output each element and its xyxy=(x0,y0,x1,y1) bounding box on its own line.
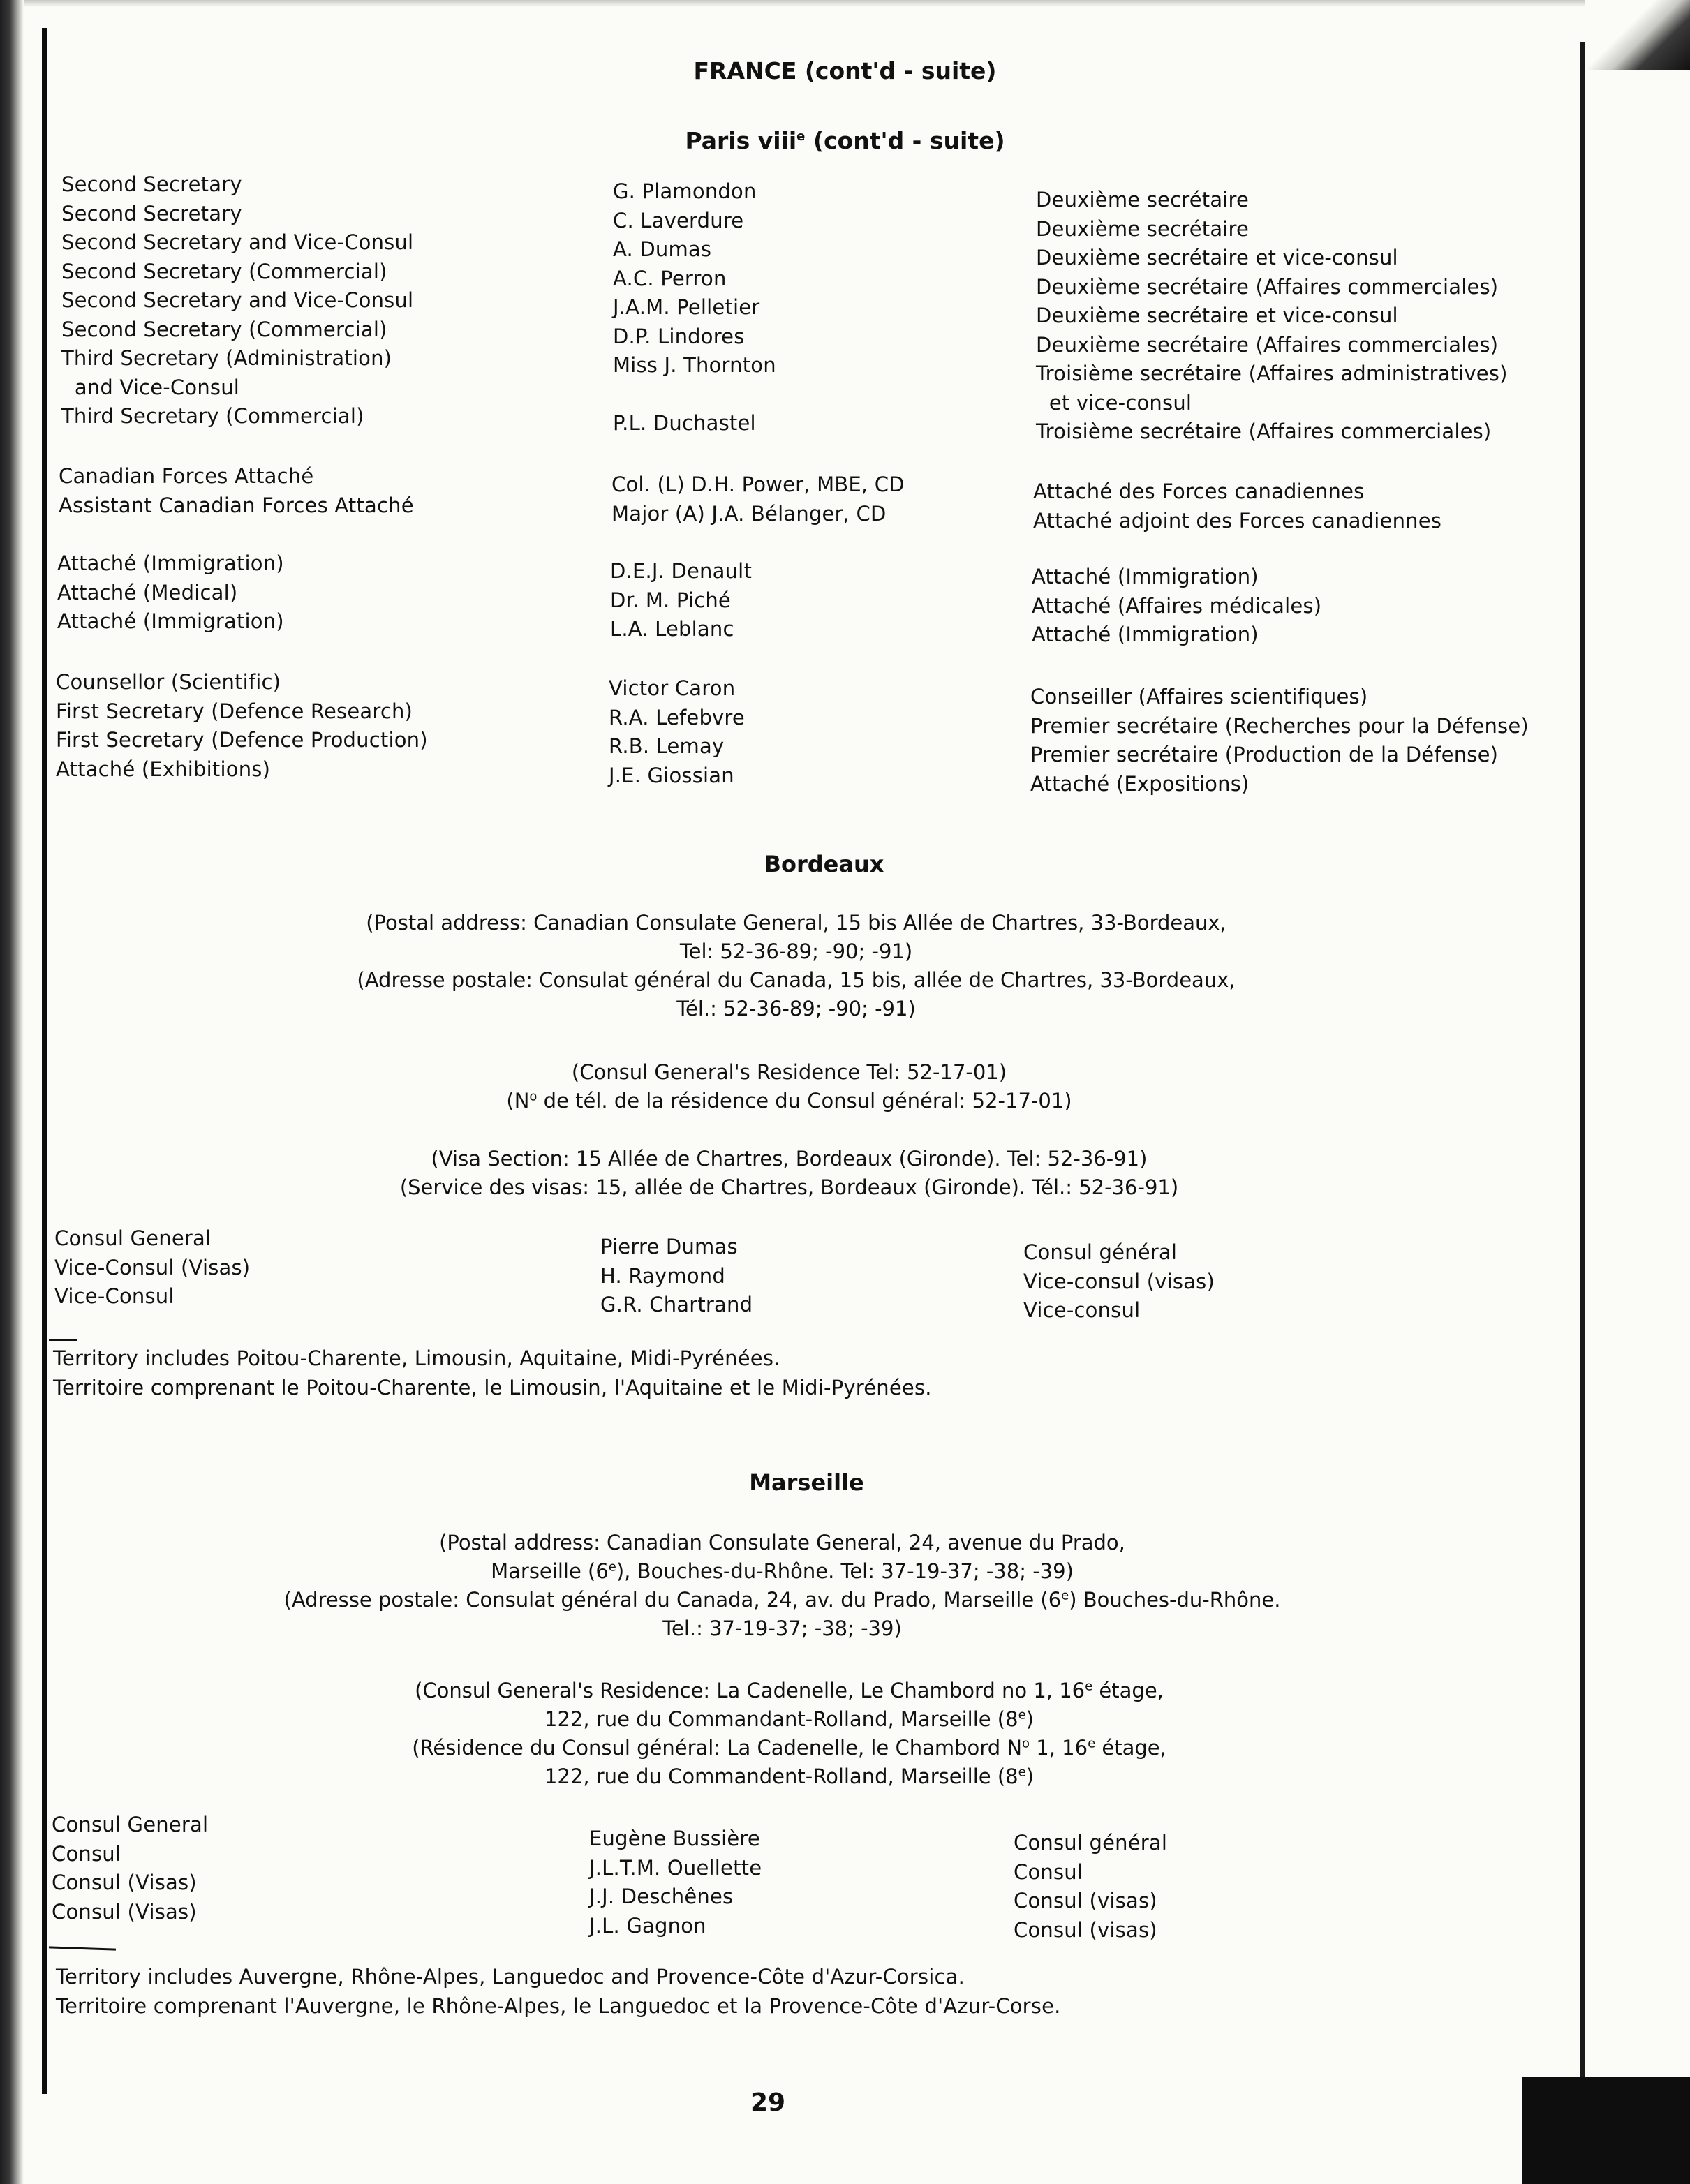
list-item: R.A. Lefebvre xyxy=(609,705,745,729)
marseille-titles-fr xyxy=(1014,1829,1167,1945)
subtitle-sup: e xyxy=(796,129,806,144)
bordeaux-residence xyxy=(0,1058,1634,1115)
list-item: Troisième secrétaire (Affaires commerciales) xyxy=(1036,419,1492,443)
list-item: Miss J. Thornton xyxy=(613,353,776,377)
list-item: Consul général xyxy=(1014,1831,1168,1855)
list-item: et vice-consul xyxy=(1036,390,1192,415)
marseille-territory xyxy=(56,1963,1061,2021)
list-item: Pierre Dumas xyxy=(600,1235,738,1258)
subtitle-prefix: Paris viii xyxy=(685,127,797,154)
residence-no-sup: o xyxy=(529,1089,538,1104)
footnote-rule xyxy=(49,1946,116,1950)
list-item: J.L. Gagnon xyxy=(589,1913,706,1938)
paris-group3-titles-en xyxy=(57,549,284,637)
list-item: A. Dumas xyxy=(613,237,712,261)
residence-text: (Résidence du Consul général: La Cadenelle, le Chambord N xyxy=(412,1736,1023,1760)
list-item: Attaché (Immigration) xyxy=(1032,565,1259,588)
bordeaux-titles-en xyxy=(54,1224,250,1312)
list-item: Consul xyxy=(52,1841,121,1866)
residence-text: 1, 16 xyxy=(1030,1736,1088,1760)
list-item: Attaché des Forces canadiennes xyxy=(1033,480,1365,503)
list-item: Attaché (Medical) xyxy=(57,580,238,604)
paris-group1-titles-fr xyxy=(1036,186,1508,447)
list-item: Consul (visas) xyxy=(1014,1889,1157,1912)
list-item: Second Secretary and Vice-Consul xyxy=(61,288,414,312)
paris-group3-names xyxy=(610,557,752,644)
residence-sup: e xyxy=(1018,1765,1026,1780)
list-item: Deuxième secrétaire xyxy=(1036,188,1250,211)
residence-text: 122, rue du Commandent-Rolland, Marseille (8 xyxy=(544,1765,1018,1788)
paris-group4-titles-en xyxy=(56,668,428,784)
list-item: J.A.M. Pelletier xyxy=(613,295,760,319)
marseille-residence xyxy=(0,1677,1634,1791)
address-text: ) Bouches-du-Rhône. xyxy=(1069,1588,1281,1612)
list-item: and Vice-Consul xyxy=(61,375,240,399)
section-title-marseille xyxy=(0,1467,1652,1498)
scan-top-edge xyxy=(0,0,1690,7)
page-subtitle xyxy=(0,126,1690,156)
bordeaux-title-text: Bordeaux xyxy=(764,851,884,877)
residence-line-text: de tél. de la résidence du Consul général: 52-17-01) xyxy=(543,1089,1072,1113)
paris-group4-titles-fr xyxy=(1030,683,1529,798)
address-line: Tél.: 52-36-89; -90; -91) xyxy=(676,997,916,1020)
list-item: Second Secretary xyxy=(61,172,242,196)
bordeaux-postal-address xyxy=(0,909,1641,1023)
residence-text: ) xyxy=(1025,1765,1035,1788)
residence-sup: e xyxy=(1088,1736,1096,1751)
list-item: First Secretary (Defence Research) xyxy=(56,699,413,723)
residence-line xyxy=(0,1762,1634,1791)
address-sup: e xyxy=(608,1559,616,1575)
visa-line: (Visa Section: 15 Allée de Chartres, Bordeaux (Gironde). Tel: 52-36-91) xyxy=(431,1147,1148,1171)
residence-text: ) xyxy=(1025,1707,1034,1731)
residence-sup: e xyxy=(1018,1707,1026,1723)
list-item: Vice-Consul xyxy=(54,1284,175,1308)
list-item: Troisième secrétaire (Affaires administratives) xyxy=(1036,362,1508,385)
residence-line xyxy=(0,1734,1634,1762)
list-item: Vice-consul (visas) xyxy=(1023,1269,1215,1293)
territory-line: Territoire comprenant l'Auvergne, le Rhône-Alpes, le Languedoc et la Provence-Côte d'Azur-Corse. xyxy=(56,1993,1061,2018)
list-item: Attaché (Affaires médicales) xyxy=(1032,593,1322,618)
list-item: J.E. Giossian xyxy=(609,763,734,787)
list-item: Eugène Bussière xyxy=(589,1827,760,1850)
residence-line xyxy=(0,1705,1634,1734)
paris-group1-titles-en xyxy=(61,170,413,431)
address-line xyxy=(0,1586,1627,1614)
list-item: J.L.T.M. Ouellette xyxy=(589,1855,762,1880)
list-item: Assistant Canadian Forces Attaché xyxy=(59,493,414,517)
residence-text: étage, xyxy=(1092,1679,1164,1702)
marseille-titles-en xyxy=(52,1811,208,1926)
residence-no-prefix: (N xyxy=(506,1089,530,1113)
bordeaux-names xyxy=(600,1233,753,1320)
list-item: P.L. Duchastel xyxy=(613,411,756,435)
list-item: Attaché (Immigration) xyxy=(1032,623,1259,646)
territory-line: Territory includes Poitou-Charente, Limousin, Aquitaine, Midi-Pyrénées. xyxy=(53,1346,780,1370)
list-item: Dr. M. Piché xyxy=(610,588,731,612)
footnote-rule xyxy=(49,1339,77,1341)
list-item: D.P. Lindores xyxy=(613,324,745,348)
paris-group2-titles-en xyxy=(59,462,414,520)
list-item: G.R. Chartrand xyxy=(600,1293,753,1316)
page-title-text: FRANCE (cont'd - suite) xyxy=(693,57,997,84)
list-item: A.C. Perron xyxy=(613,266,727,290)
residence-line xyxy=(0,1087,1634,1115)
address-sup: e xyxy=(1061,1588,1069,1603)
residence-sup: e xyxy=(1085,1679,1093,1694)
list-item: Consul General xyxy=(52,1813,209,1836)
list-item: Attaché (Immigration) xyxy=(57,609,284,633)
marseille-names xyxy=(589,1825,762,1940)
address-line: (Adresse postale: Consulat général du Canada, 15 bis, allée de Chartres, 33-Bordeaux, xyxy=(357,968,1236,992)
list-item: Second Secretary (Commercial) xyxy=(61,259,387,283)
list-item: Vice-consul xyxy=(1023,1298,1141,1322)
residence-line xyxy=(0,1677,1634,1705)
residence-text: étage, xyxy=(1095,1736,1166,1760)
list-item: Conseiller (Affaires scientifiques) xyxy=(1030,685,1368,708)
visa-line: (Service des visas: 15, allée de Chartres, Bordeaux (Gironde). Tél.: 52-36-91) xyxy=(399,1175,1179,1199)
paris-group1-names xyxy=(613,177,776,438)
list-item: Second Secretary xyxy=(61,201,242,225)
paris-group2-names xyxy=(611,470,905,528)
address-line: (Postal address: Canadian Consulate General, 15 bis Allée de Chartres, 33-Bordeaux, xyxy=(366,911,1226,935)
residence-text: (Consul General's Residence: La Cadenelle, Le Chambord no 1, 16 xyxy=(415,1679,1085,1702)
scan-shadow-block xyxy=(1522,2077,1690,2184)
address-line: (Postal address: Canadian Consulate General, 24, avenue du Prado, xyxy=(439,1531,1125,1554)
residence-text: 122, rue du Commandant-Rolland, Marseille (8 xyxy=(544,1707,1018,1731)
list-item: Major (A) J.A. Bélanger, CD xyxy=(611,501,887,526)
list-item: Deuxième secrétaire et vice-consul xyxy=(1036,304,1398,327)
list-item: Consul General xyxy=(54,1226,212,1250)
bordeaux-titles-fr xyxy=(1023,1238,1215,1325)
list-item: H. Raymond xyxy=(600,1263,725,1288)
residence-sup: o xyxy=(1022,1736,1030,1751)
address-text: Marseille (6 xyxy=(491,1559,609,1583)
list-item: Deuxième secrétaire et vice-consul xyxy=(1036,246,1398,269)
page-number: 29 xyxy=(750,2088,786,2117)
list-item: Premier secrétaire (Production de la Défense) xyxy=(1030,743,1499,766)
address-text: (Adresse postale: Consulat général du Canada, 24, av. du Prado, Marseille (6 xyxy=(283,1588,1062,1612)
list-item: Deuxième secrétaire (Affaires commerciales) xyxy=(1036,274,1499,299)
list-item: Second Secretary and Vice-Consul xyxy=(61,230,414,254)
marseille-title-text: Marseille xyxy=(749,1469,864,1496)
marseille-postal-address xyxy=(0,1529,1627,1643)
territory-line: Territoire comprenant le Poitou-Charente, le Limousin, l'Aquitaine et le Midi-Pyrénées. xyxy=(53,1375,932,1399)
list-item: Vice-Consul (Visas) xyxy=(54,1255,251,1279)
address-line: Tel: 52-36-89; -90; -91) xyxy=(679,939,913,963)
address-line xyxy=(0,1557,1627,1586)
list-item: D.E.J. Denault xyxy=(610,559,753,583)
list-item: Canadian Forces Attaché xyxy=(59,464,314,488)
list-item: R.B. Lemay xyxy=(609,734,725,758)
list-item: Consul (Visas) xyxy=(52,1899,197,1924)
list-item: Third Secretary (Administration) xyxy=(61,346,392,370)
subtitle-suffix: (cont'd - suite) xyxy=(805,127,1005,154)
section-title-bordeaux xyxy=(0,849,1669,879)
address-text: ), Bouches-du-Rhône. Tel: 37-19-37; -38; -39) xyxy=(616,1559,1074,1583)
list-item: C. Laverdure xyxy=(613,208,744,232)
list-item: Attaché (Exhibitions) xyxy=(56,757,271,781)
bordeaux-territory xyxy=(53,1344,932,1402)
paris-group3-titles-fr xyxy=(1032,563,1321,650)
list-item: Consul général xyxy=(1023,1240,1178,1264)
list-item: L.A. Leblanc xyxy=(610,617,734,641)
paris-group2-titles-fr xyxy=(1033,477,1441,535)
list-item: Second Secretary (Commercial) xyxy=(61,317,387,341)
list-item: G. Plamondon xyxy=(613,179,757,203)
list-item: Victor Caron xyxy=(609,676,736,700)
list-item: Counsellor (Scientific) xyxy=(56,670,281,694)
list-item: Consul (visas) xyxy=(1014,1917,1157,1942)
list-item: Deuxième secrétaire (Affaires commerciales) xyxy=(1036,332,1499,357)
paris-group4-names xyxy=(609,674,745,790)
list-item: Attaché (Expositions) xyxy=(1030,771,1250,796)
list-item: Attaché adjoint des Forces canadiennes xyxy=(1033,508,1442,533)
list-item xyxy=(613,380,776,410)
bordeaux-visa-section xyxy=(0,1145,1634,1202)
address-line: Tel.: 37-19-37; -38; -39) xyxy=(662,1617,902,1640)
list-item: First Secretary (Defence Production) xyxy=(56,728,428,752)
list-item: J.J. Deschênes xyxy=(589,1885,734,1908)
page-title xyxy=(0,56,1690,87)
list-item: Third Secretary (Commercial) xyxy=(61,404,364,428)
list-item: Consul xyxy=(1014,1859,1083,1884)
list-item: Consul (Visas) xyxy=(52,1871,197,1894)
residence-line: (Consul General's Residence Tel: 52-17-01) xyxy=(571,1060,1007,1084)
list-item: Attaché (Immigration) xyxy=(57,551,284,575)
territory-line: Territory includes Auvergne, Rhône-Alpes, Languedoc and Provence-Côte d'Azur-Corsica. xyxy=(56,1965,965,1989)
list-item: Deuxième secrétaire xyxy=(1036,216,1250,241)
list-item: Col. (L) D.H. Power, MBE, CD xyxy=(611,473,905,496)
list-item: Premier secrétaire (Recherches pour la Défense) xyxy=(1030,713,1529,738)
